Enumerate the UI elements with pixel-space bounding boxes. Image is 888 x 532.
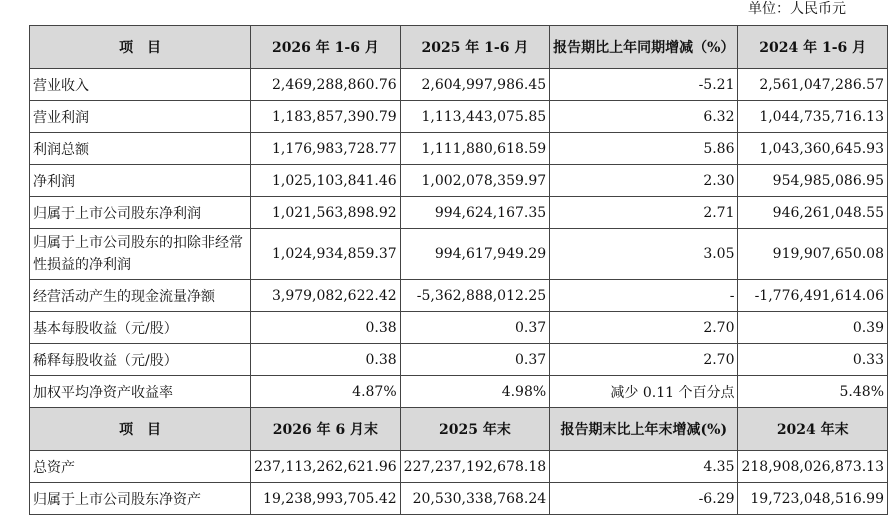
header-col: 2026 年 6 月末 bbox=[251, 408, 401, 451]
cell-value: 0.39 bbox=[738, 312, 888, 344]
cell-value: 0.38 bbox=[251, 312, 401, 344]
header-item: 项 目 bbox=[30, 26, 251, 69]
cell-value: 1,111,880,618.59 bbox=[400, 133, 550, 165]
cell-value: 1,043,360,645.93 bbox=[738, 133, 888, 165]
table-row bbox=[30, 101, 888, 133]
cell-value: 20,530,338,768.24 bbox=[400, 483, 550, 515]
table-row bbox=[30, 451, 888, 483]
cell-value: 5.48% bbox=[738, 376, 888, 408]
header-col: 报告期末比上年末增减(%) bbox=[550, 408, 738, 451]
cell-value: 227,237,192,678.18 bbox=[400, 451, 550, 483]
cell-value: - bbox=[550, 280, 738, 312]
cell-value: 1,025,103,841.46 bbox=[251, 165, 401, 197]
unit-label: 单位：人民币元 bbox=[748, 1, 846, 17]
cell-value: 4.35 bbox=[550, 451, 738, 483]
header-col: 2024 年 1-6 月 bbox=[738, 26, 888, 69]
cell-value: 0.33 bbox=[738, 344, 888, 376]
cell-value: 1,002,078,359.97 bbox=[400, 165, 550, 197]
cell-value: 1,044,735,716.13 bbox=[738, 101, 888, 133]
table-row bbox=[30, 197, 888, 229]
table-row bbox=[30, 280, 888, 312]
cell-value: 1,176,983,728.77 bbox=[251, 133, 401, 165]
row-label: 归属于上市公司股东的扣除非经常性损益的净利润 bbox=[30, 229, 251, 280]
header-col: 报告期比上年同期增减（%） bbox=[550, 26, 738, 69]
cell-value: 0.37 bbox=[400, 344, 550, 376]
cell-value: 6.32 bbox=[550, 101, 738, 133]
cell-value: 19,238,993,705.42 bbox=[251, 483, 401, 515]
cell-value: 0.37 bbox=[400, 312, 550, 344]
table-row bbox=[30, 483, 888, 515]
header-item: 项 目 bbox=[30, 408, 251, 451]
row-label: 归属于上市公司股东净利润 bbox=[30, 197, 251, 229]
cell-value: 2.70 bbox=[550, 344, 738, 376]
table-row bbox=[30, 312, 888, 344]
cell-value: 1,024,934,859.37 bbox=[251, 229, 401, 280]
header-col: 2025 年末 bbox=[400, 408, 550, 451]
table-row bbox=[30, 165, 888, 197]
cell-value: 3,979,082,622.42 bbox=[251, 280, 401, 312]
row-label: 加权平均净资产收益率 bbox=[30, 376, 251, 408]
cell-value: 4.87% bbox=[251, 376, 401, 408]
table-row bbox=[30, 229, 888, 280]
cell-value: 3.05 bbox=[550, 229, 738, 280]
header-col: 2024 年末 bbox=[738, 408, 888, 451]
cell-value: 2.30 bbox=[550, 165, 738, 197]
row-label: 利润总额 bbox=[30, 133, 251, 165]
cell-value: 2,561,047,286.57 bbox=[738, 69, 888, 101]
cell-value: 954,985,086.95 bbox=[738, 165, 888, 197]
header-row-period bbox=[30, 26, 888, 69]
cell-value: 4.98% bbox=[400, 376, 550, 408]
table-row bbox=[30, 69, 888, 101]
row-label: 营业利润 bbox=[30, 101, 251, 133]
cell-value: 2,604,997,986.45 bbox=[400, 69, 550, 101]
row-label: 经营活动产生的现金流量净额 bbox=[30, 280, 251, 312]
row-label: 归属于上市公司股东净资产 bbox=[30, 483, 251, 515]
row-label: 稀释每股收益（元/股） bbox=[30, 344, 251, 376]
cell-value: -6.29 bbox=[550, 483, 738, 515]
header-col: 2026 年 1-6 月 bbox=[251, 26, 401, 69]
cell-value: -5,362,888,012.25 bbox=[400, 280, 550, 312]
cell-value: -1,776,491,614.06 bbox=[738, 280, 888, 312]
row-label: 净利润 bbox=[30, 165, 251, 197]
cell-value: -5.21 bbox=[550, 69, 738, 101]
cell-value: 19,723,048,516.99 bbox=[738, 483, 888, 515]
cell-value: 减少 0.11 个百分点 bbox=[550, 376, 738, 408]
table-row bbox=[30, 376, 888, 408]
row-label: 基本每股收益（元/股） bbox=[30, 312, 251, 344]
cell-value: 2.70 bbox=[550, 312, 738, 344]
financial-summary-table bbox=[29, 25, 888, 515]
cell-value: 994,624,167.35 bbox=[400, 197, 550, 229]
row-label: 营业收入 bbox=[30, 69, 251, 101]
cell-value: 1,183,857,390.79 bbox=[251, 101, 401, 133]
header-row-balance bbox=[30, 408, 888, 451]
cell-value: 0.38 bbox=[251, 344, 401, 376]
cell-value: 2.71 bbox=[550, 197, 738, 229]
cell-value: 218,908,026,873.13 bbox=[738, 451, 888, 483]
cell-value: 1,113,443,075.85 bbox=[400, 101, 550, 133]
cell-value: 2,469,288,860.76 bbox=[251, 69, 401, 101]
row-label: 总资产 bbox=[30, 451, 251, 483]
cell-value: 5.86 bbox=[550, 133, 738, 165]
cell-value: 237,113,262,621.96 bbox=[251, 451, 401, 483]
header-col: 2025 年 1-6 月 bbox=[400, 26, 550, 69]
cell-value: 919,907,650.08 bbox=[738, 229, 888, 280]
cell-value: 994,617,949.29 bbox=[400, 229, 550, 280]
table-row bbox=[30, 133, 888, 165]
cell-value: 946,261,048.55 bbox=[738, 197, 888, 229]
cell-value: 1,021,563,898.92 bbox=[251, 197, 401, 229]
table-row bbox=[30, 344, 888, 376]
